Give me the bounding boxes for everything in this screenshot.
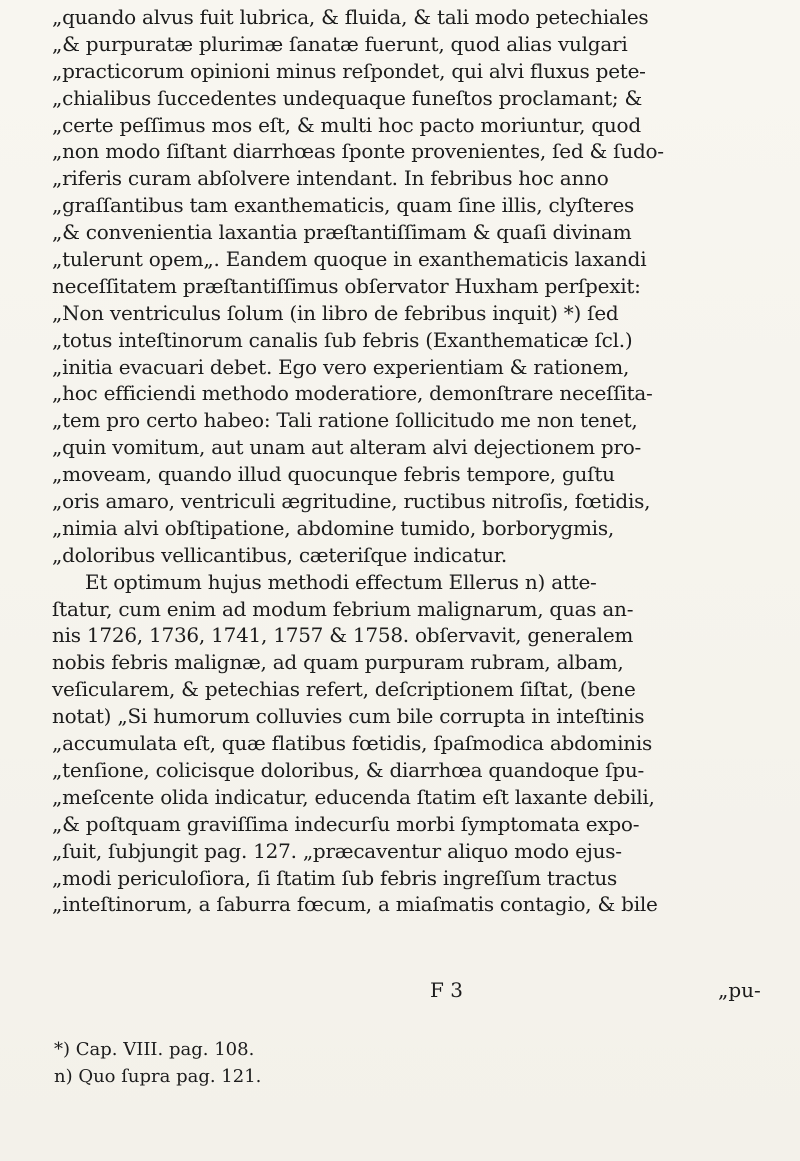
text-line: „accumulata eſt, quæ flatibus fœtidis, ſpaſmodica abdominis (52, 731, 653, 756)
text-line: „oris amaro, ventriculi ægritudine, ructibus nitroſis, fœtidis, (52, 489, 651, 514)
text-line: „tenſione, colicisque doloribus, & diarrhœa quandoque ſpu- (52, 757, 644, 782)
text-line: „initia evacuari debet. Ego vero experientiam & rationem, (52, 354, 630, 379)
text-line: nis 1726, 1736, 1741, 1757 & 1758. obſervavit, generalem (52, 623, 634, 648)
text-line: „chialibus ſuccedentes undequaque funeſtos proclamant; & (52, 85, 643, 110)
text-line: ſtatur, cum enim ad modum febrium malignarum, quas an- (52, 596, 634, 621)
text-line: „totus inteſtinorum canalis ſub febris (Exanthematicæ ſcl.) (52, 327, 633, 352)
text-line: „tem pro certo habeo: Tali ratione ſollicitudo me non tenet, (52, 408, 638, 433)
signature-mark: F 3 (430, 978, 463, 1002)
text-line: „ſuit, ſubjungit pag. 127. „præcaventur aliquo modo ejus- (52, 838, 622, 863)
text-line: „non modo ſiſtant diarrhœas ſponte provenientes, ſed & ſudo- (52, 139, 664, 164)
text-line: notat) „Si humorum colluvies cum bile corrupta in inteſtinis (52, 704, 645, 729)
text-line: „& convenientia laxantia præſtantiſſimam & quaſi divinam (52, 220, 632, 245)
catchword: „pu- (718, 978, 761, 1002)
text-line: „Non ventriculus ſolum (in libro de febribus inquit) *) ſed (52, 300, 619, 325)
footnote: *) Cap. VIII. pag. 108. (54, 1039, 255, 1060)
text-line: nobis febris malignæ, ad quam purpuram rubram, albam, (52, 650, 624, 675)
text-line: „practicorum opinioni minus reſpondet, qui alvi fluxus pete- (52, 58, 646, 83)
text-line: „tulerunt opem„. Eandem quoque in exanthematicis laxandi (52, 247, 647, 272)
text-line: „hoc efficiendi methodo moderatiore, demonſtrare neceſſita- (52, 381, 653, 406)
text-line: „modi periculoſiora, ſi ſtatim ſub febris ingreſſum tractus (52, 865, 618, 890)
text-line: „quin vomitum, aut unam aut alteram alvi dejectionem pro- (52, 435, 642, 460)
text-line: „nimia alvi obſtipatione, abdomine tumido, borborygmis, (52, 515, 614, 540)
text-line: „certe peſſimus mos eſt, & multi hoc pacto moriuntur, quod (52, 112, 641, 137)
text-line: „riferis curam abſolvere intendant. In febribus hoc anno (52, 166, 609, 191)
footnote: n) Quo ſupra pag. 121. (54, 1066, 262, 1087)
paragraph-start-line: Et optimum hujus methodi effectum Ellerus n) atte- (85, 569, 597, 594)
text-line: „graſſantibus tam exanthematicis, quam ſine illis, clyſteres (52, 193, 635, 218)
text-line: „doloribus vellicantibus, cæteriſque indicatur. (52, 542, 507, 567)
text-line: „meſcente olida indicatur, educenda ſtatim eſt laxante debili, (52, 784, 655, 809)
text-line: „moveam, quando illud quocunque febris tempore, guſtu (52, 462, 615, 487)
text-line: veſicularem, & petechias refert, deſcriptionem ſiſtat, (bene (52, 677, 636, 702)
text-line: neceſſitatem præſtantiſſimus obſervator Huxham perſpexit: (52, 273, 641, 298)
text-line: „inteſtinorum, a ſaburra fœcum, a miaſmatis contagio, & bile (52, 892, 658, 917)
footnotes (54, 1036, 754, 1090)
text-line: „quando alvus fuit lubrica, & fluida, & tali modo petechiales (52, 5, 649, 29)
body-text (52, 4, 782, 918)
text-line: „& purpuratæ plurimæ ſanatæ fuerunt, quod alias vulgari (52, 31, 628, 56)
text-line: „& poſtquam graviſſima indecurſu morbi ſymptomata expo- (52, 811, 640, 836)
